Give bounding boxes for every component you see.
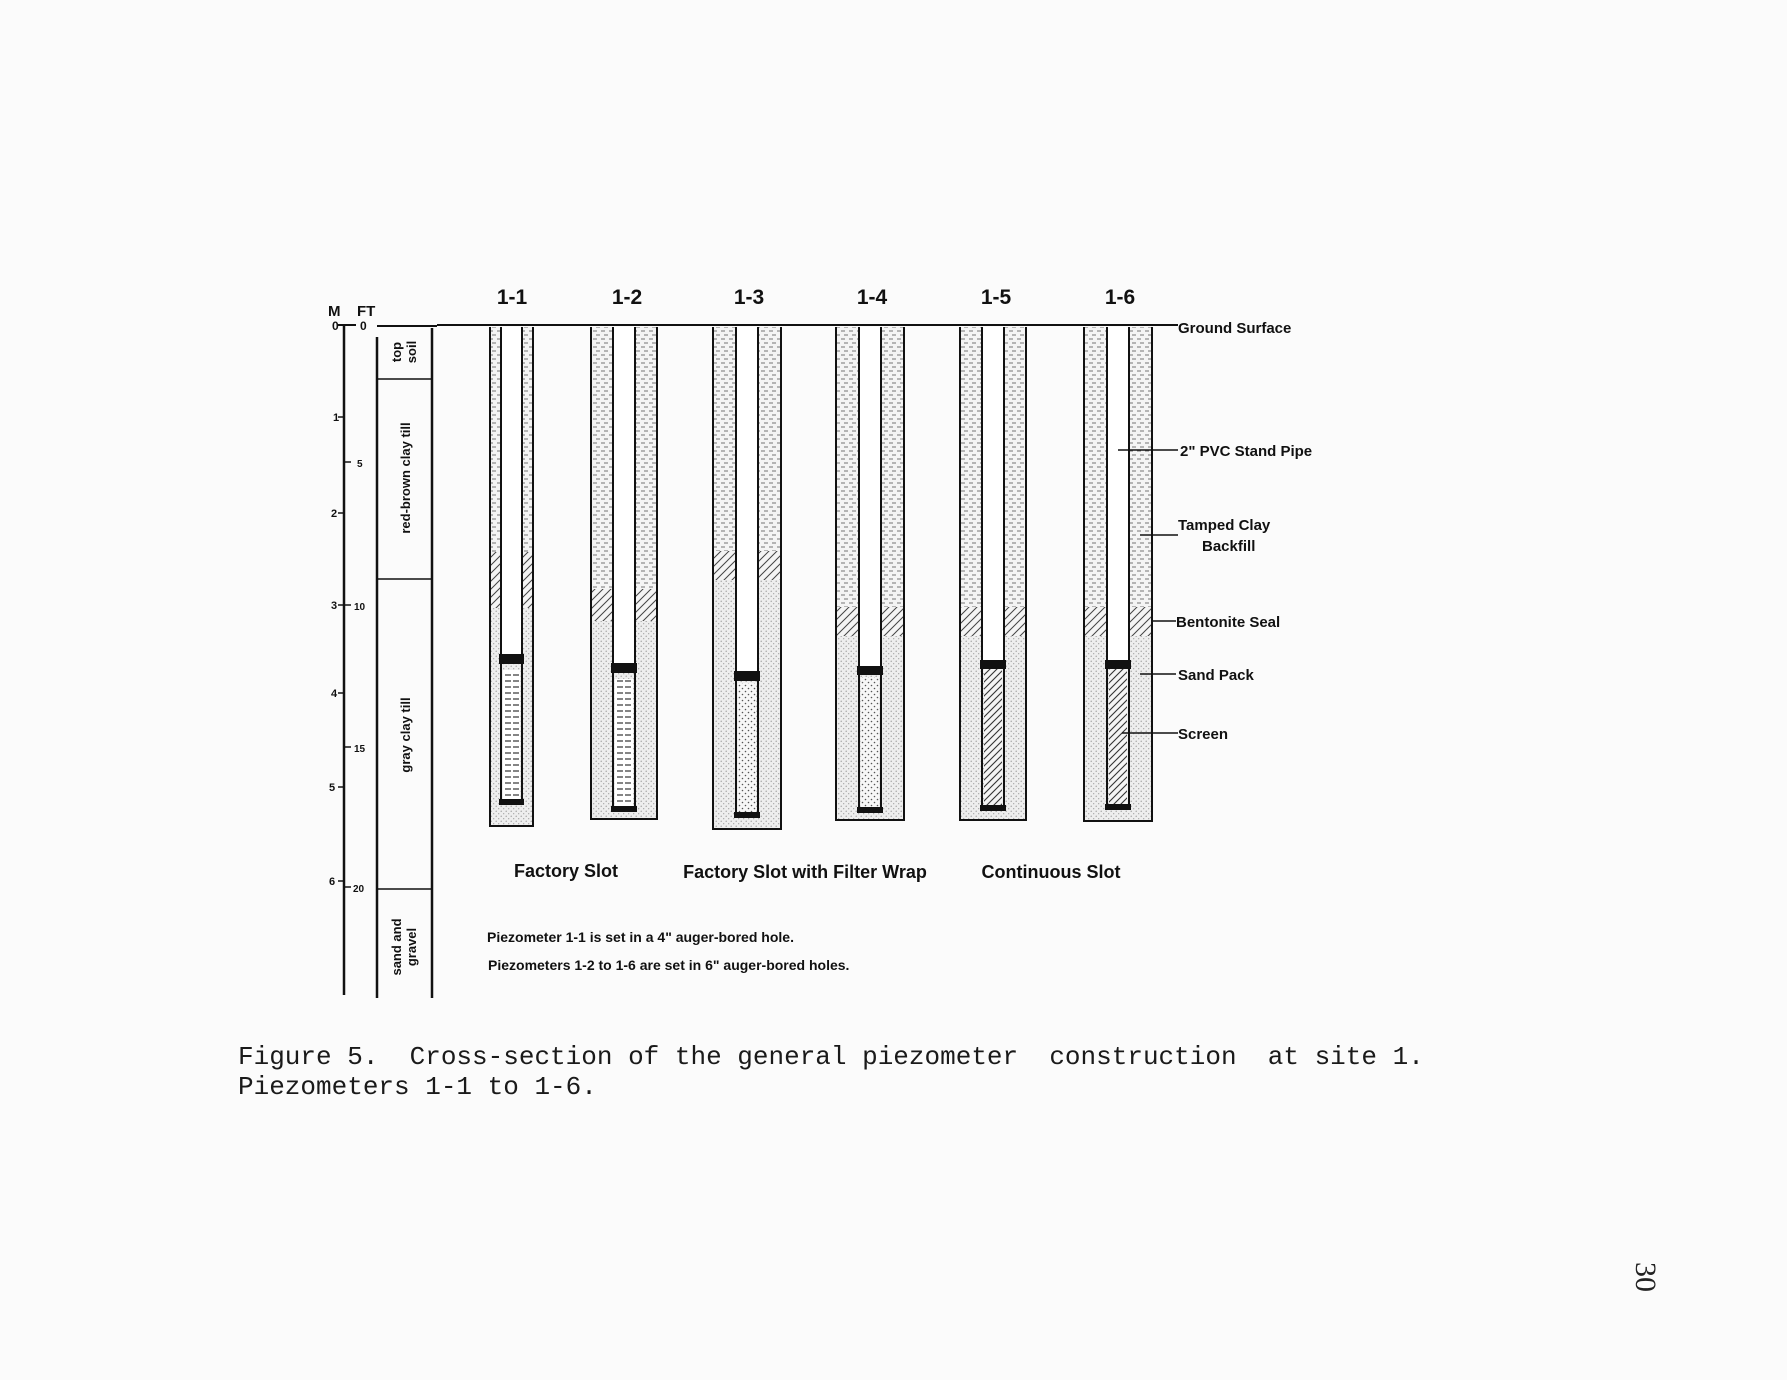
legend-stand-pipe: 2" PVC Stand Pipe <box>1180 443 1313 460</box>
end-cap <box>734 812 760 818</box>
pipe-coupling <box>734 671 760 681</box>
continuous-slot-screen <box>984 669 1002 805</box>
ft-tick-label: 5 <box>357 459 363 470</box>
ft-tick-label: 10 <box>354 602 366 613</box>
stand-pipe <box>501 327 522 654</box>
group-label-continuous-slot: Continuous Slot <box>981 862 1121 882</box>
piezometer-1-4 <box>836 327 904 820</box>
end-cap <box>499 799 524 805</box>
stand-pipe <box>982 327 1004 660</box>
filter-wrap-screen <box>738 683 756 812</box>
m-tick-label: 6 <box>329 876 336 888</box>
stand-pipe <box>1107 327 1129 660</box>
legend-backfill: Tamped Clay <box>1178 517 1271 534</box>
piezometer-id: 1-6 <box>1104 286 1136 309</box>
m-tick-label: 3 <box>331 600 338 612</box>
group-label-factory-slot: Factory Slot <box>513 861 619 881</box>
figure-caption <box>238 1042 1424 1102</box>
factory-slot-screen <box>615 679 633 806</box>
piezometer-id: 1-4 <box>856 286 888 309</box>
soil-layer-topsoil <box>389 341 419 363</box>
pipe-coupling <box>499 654 524 664</box>
pipe-coupling <box>980 660 1006 669</box>
piezometer-1-6 <box>1084 327 1152 821</box>
note-line: Piezometers 1-2 to 1-6 are set in 6" auger-bored holes. <box>488 957 850 973</box>
soil-layer-label: red-brown clay till <box>398 422 413 534</box>
legend-backfill: Backfill <box>1202 538 1256 555</box>
pipe-coupling <box>1105 660 1131 669</box>
construction-notes <box>487 929 849 973</box>
soil-column <box>377 326 437 998</box>
stand-pipe <box>736 327 758 671</box>
m-tick-label: 4 <box>331 688 338 700</box>
m-tick-label: 1 <box>333 412 340 424</box>
legend-ground-surface: Ground Surface <box>1178 320 1292 337</box>
caption-line: Figure 5. Cross-section of the general piezometer construction at site 1. <box>238 1042 1424 1072</box>
soil-layer-redbrown-clay-till <box>398 422 413 533</box>
m-ticks <box>329 319 344 888</box>
piezometer-1-2 <box>591 327 657 819</box>
soil-layer-label: gravel <box>404 927 419 967</box>
continuous-slot-screen <box>1109 669 1127 804</box>
depth-scale <box>328 303 375 995</box>
ft-tick-label: 20 <box>353 884 365 895</box>
end-cap <box>980 805 1006 811</box>
piezometer-1-3 <box>713 327 781 829</box>
screen-type-group-labels <box>514 861 1121 882</box>
piezometer-id: 1-3 <box>733 286 765 309</box>
ft-header: FT <box>357 303 376 320</box>
piezometer-1-5 <box>960 327 1026 820</box>
ft-ticks <box>344 319 367 895</box>
piezometer-id-labels <box>497 286 1135 309</box>
legend-sand-pack: Sand Pack <box>1178 667 1254 684</box>
soil-layer-sand-and-gravel <box>389 918 419 975</box>
m-header: M <box>328 303 341 320</box>
m-tick-label: 2 <box>331 508 338 520</box>
caption-line: Piezometers 1-1 to 1-6. <box>238 1072 597 1102</box>
end-cap <box>857 807 883 813</box>
ft-tick-label: 0 <box>360 319 367 333</box>
stand-pipe <box>859 327 881 666</box>
piezometer-id: 1-1 <box>496 286 528 309</box>
group-label-filter-wrap: Factory Slot with Filter Wrap <box>683 862 927 882</box>
soil-layer-gray-clay-till <box>398 697 413 772</box>
pipe-coupling <box>611 663 637 673</box>
pipe-coupling <box>857 666 883 675</box>
filter-wrap-screen <box>861 677 879 807</box>
end-cap <box>1105 804 1131 810</box>
piezometer-id: 1-2 <box>611 286 643 309</box>
factory-slot-screen <box>503 670 520 799</box>
piezometer-1-1 <box>490 327 533 826</box>
piezometer-id: 1-5 <box>980 286 1012 309</box>
m-tick-label: 0 <box>332 319 339 333</box>
stand-pipe <box>613 327 635 663</box>
soil-layer-label: gray clay till <box>398 697 413 773</box>
soil-layer-label: sand and <box>389 918 404 976</box>
ft-tick-label: 15 <box>354 744 366 755</box>
end-cap <box>611 806 637 812</box>
legend-screen: Screen <box>1178 726 1229 743</box>
soil-layer-label: soil <box>404 340 419 364</box>
m-tick-label: 5 <box>329 782 336 794</box>
note-line: Piezometer 1-1 is set in a 4" auger-bored hole. <box>487 929 794 945</box>
soil-layer-label: top <box>389 341 404 363</box>
legend-bentonite-seal: Bentonite Seal <box>1176 614 1281 631</box>
page-number: 30 <box>1629 1262 1662 1292</box>
